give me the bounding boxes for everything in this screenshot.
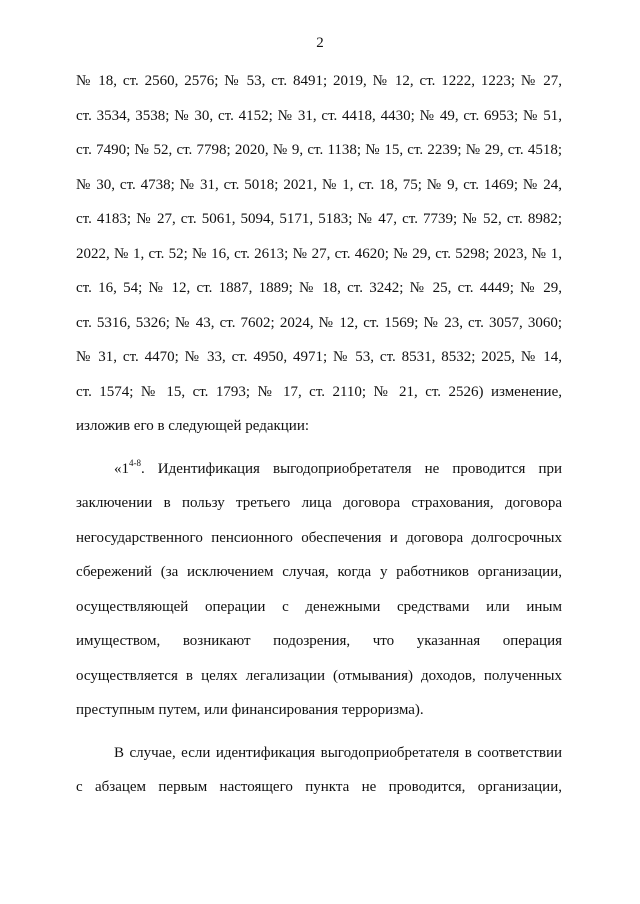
text-line: осуществляется в целях легализации (отмывания) доходов, полученных — [76, 667, 562, 684]
text-line: преступным путем, или финансирования терроризма). — [76, 702, 424, 718]
text-line: № 31, ст. 4470; № 33, ст. 4950, 4971; № 53, ст. 8531, 8532; 2025, № 14, — [76, 349, 562, 365]
text-line: ст. 3534, 3538; № 30, ст. 4152; № 31, ст. 4418, 4430; № 49, ст. 6953; № 51, — [76, 107, 562, 124]
text-line: № 18, ст. 2560, 2576; № 53, ст. 8491; 2019, № 12, ст. 1222, 1223; № 27, — [76, 73, 562, 89]
text-line: В случае, если идентификация выгодоприобретателя в соответствии — [114, 744, 562, 761]
text-line: ст. 4183; № 27, ст. 5061, 5094, 5171, 5183; № 47, ст. 7739; № 52, ст. 8982; — [76, 211, 562, 227]
text-line: ст. 1574; № 15, ст. 1793; № 17, ст. 2110; № 21, ст. 2526) изменение, — [76, 383, 562, 400]
text-line: негосударственного пенсионного обеспечения и договора долгосрочных — [76, 529, 562, 546]
text-line: осуществляющей операции с денежными средствами или иным — [76, 598, 562, 615]
text-line: заключении в пользу третьего лица договора страхования, договора — [76, 495, 562, 511]
text-line: ст. 5316, 5326; № 43, ст. 7602; 2024, № 12, ст. 1569; № 23, ст. 3057, 3060; — [76, 314, 562, 331]
point-superscript: 4-8 — [129, 457, 141, 468]
text-line: 2022, № 1, ст. 52; № 16, ст. 2613; № 27, ст. 4620; № 29, ст. 5298; 2023, № 1, — [76, 245, 562, 262]
text-line: сбережений (за исключением случая, когда у работников организации, — [76, 564, 562, 580]
text-line: № 30, ст. 4738; № 31, ст. 5018; 2021, № 1, ст. 18, 75; № 9, ст. 1469; № 24, — [76, 176, 562, 193]
text-line: изложив его в следующей редакции: — [76, 418, 310, 434]
text-line: ст. 16, 54; № 12, ст. 1887, 1889; № 18, ст. 3242; № 25, ст. 4449; № 29, — [76, 280, 562, 296]
document-body — [76, 71, 562, 812]
text-run: . Идентификация выгодоприобретателя не проводится при — [141, 460, 562, 477]
text-line-first — [76, 459, 562, 494]
page-number: 2 — [316, 35, 324, 51]
text-line: с абзацем первым настоящего пункта не проводится, организации, — [76, 779, 562, 795]
point-number: «1 — [114, 460, 129, 477]
paragraph-point-1-4-8 — [76, 459, 562, 735]
text-line: ст. 7490; № 52, ст. 7798; 2020, № 9, ст. 1138; № 15, ст. 2239; № 29, ст. 4518; — [76, 142, 562, 158]
paragraph-beneficiary-case — [76, 743, 562, 812]
paragraph-amendment-references — [76, 71, 562, 451]
text-line: имуществом, возникают подозрения, что указанная операция — [76, 633, 562, 649]
